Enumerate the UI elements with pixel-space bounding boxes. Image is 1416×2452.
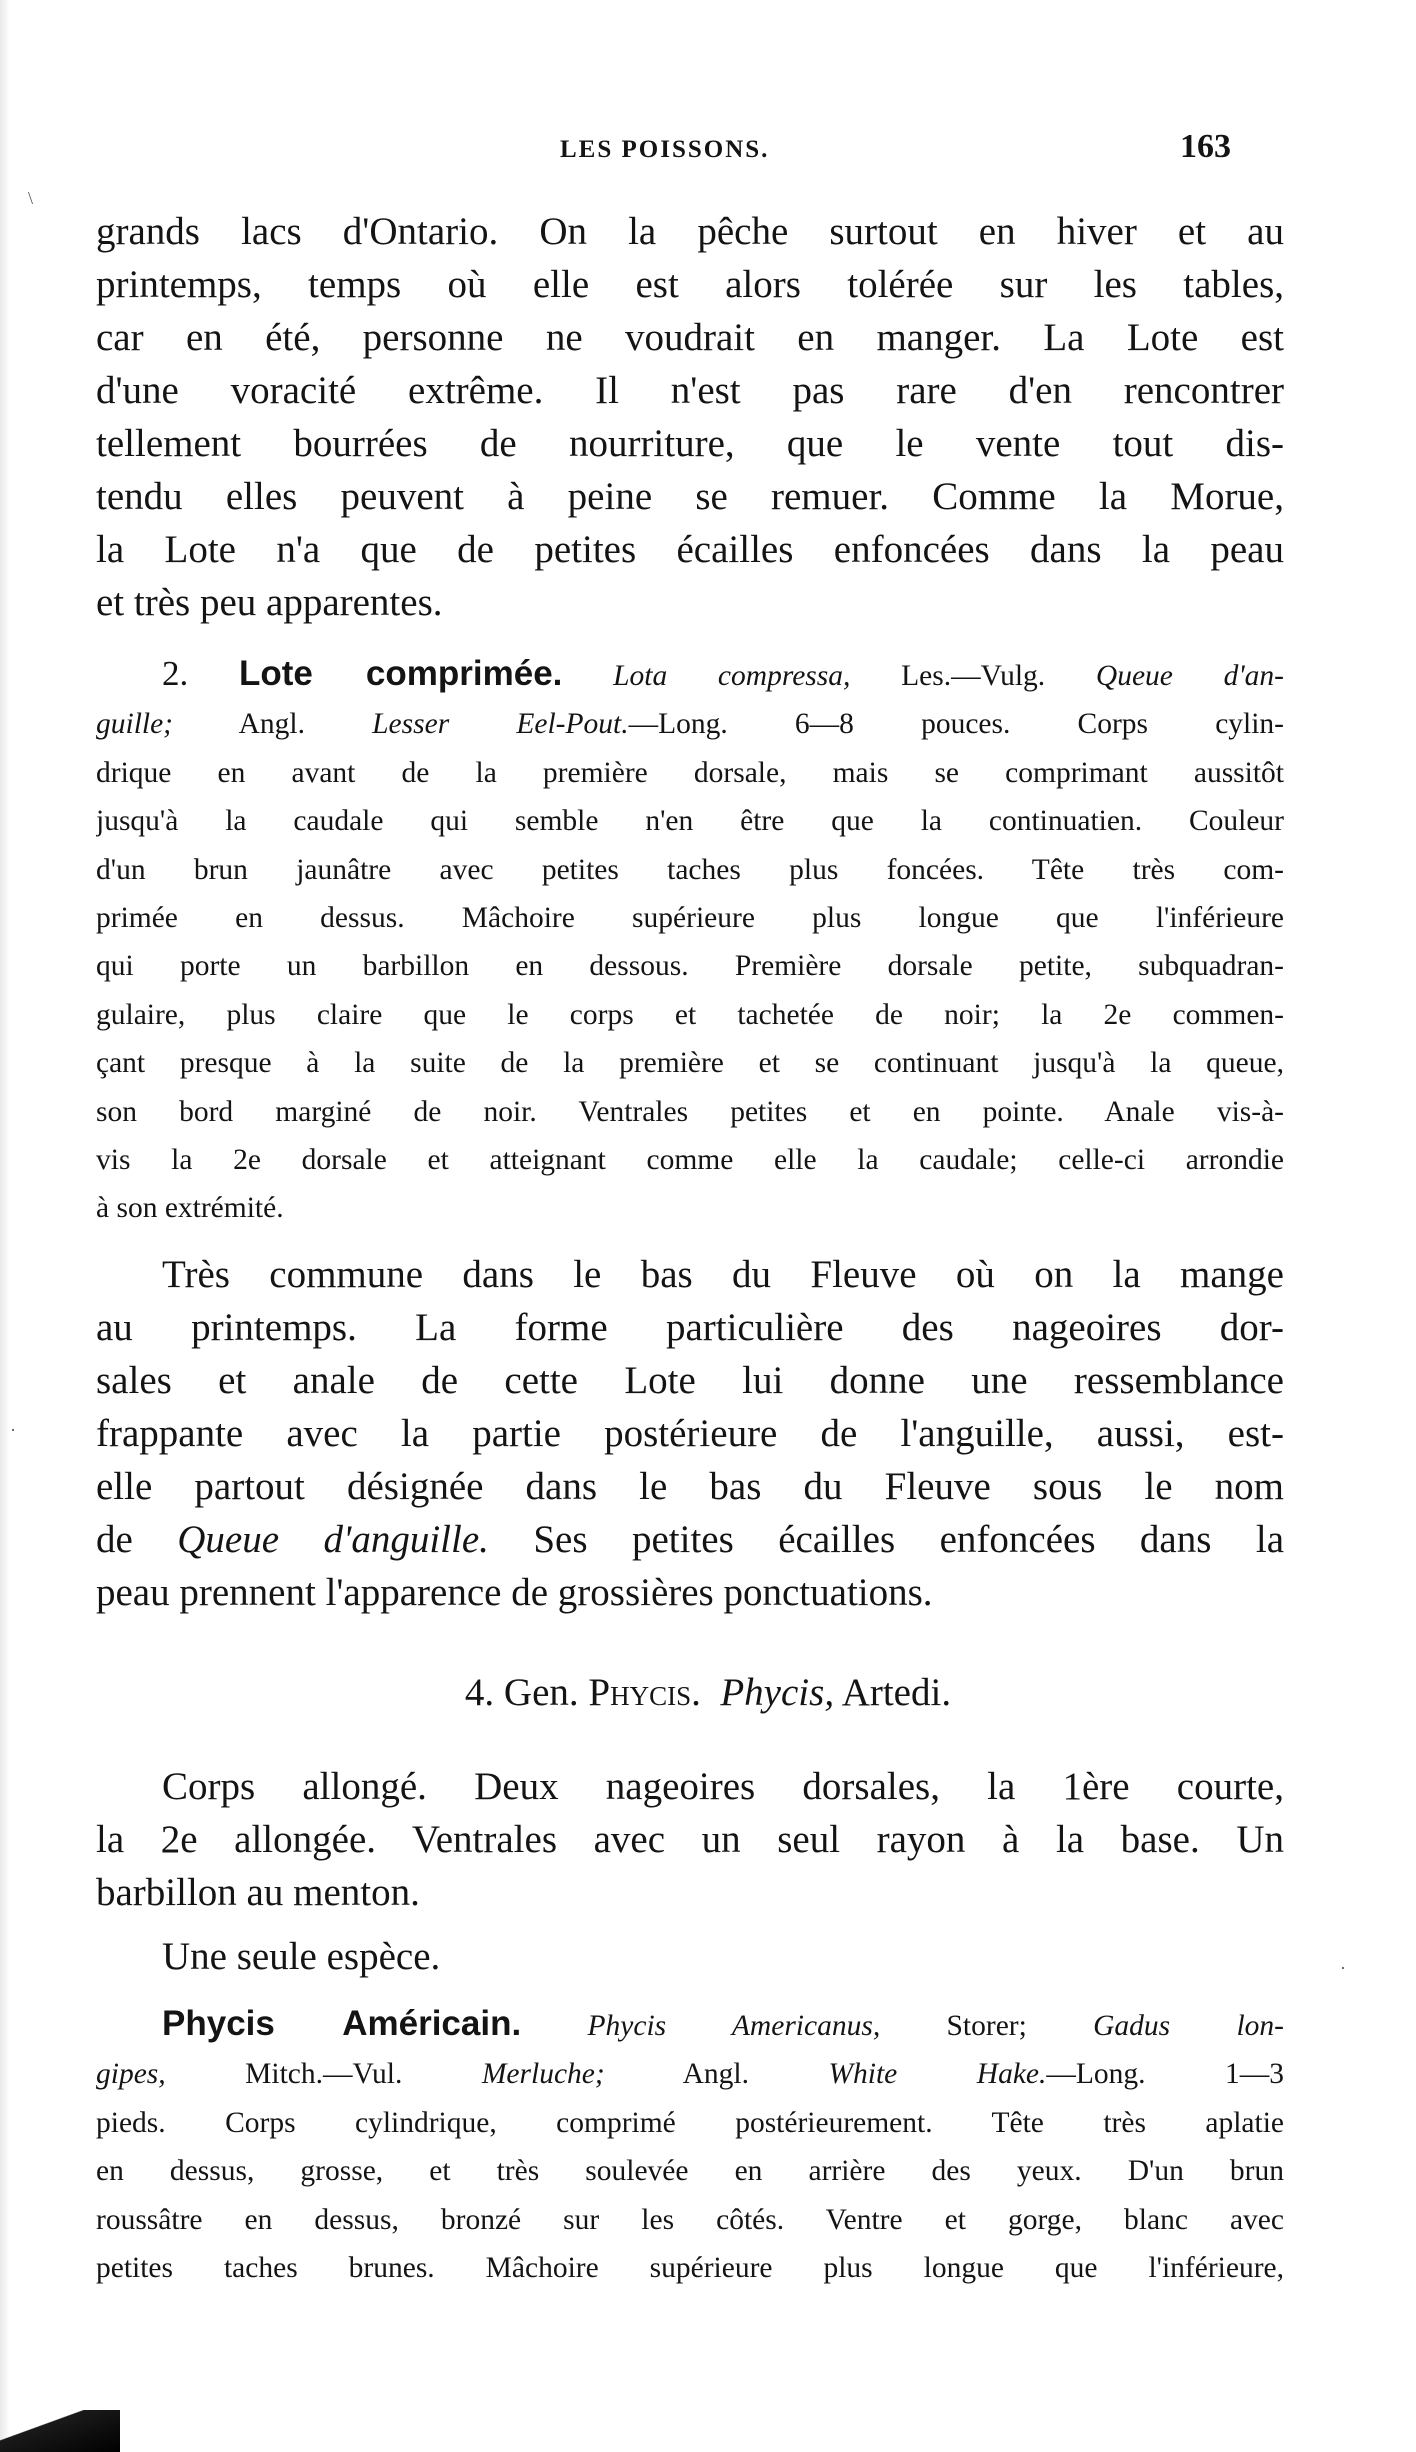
italic-name: Queue d'anguille. bbox=[177, 1518, 489, 1561]
text-line: sales et anale de cette Lote lui donne une ressemblance bbox=[96, 1359, 1284, 1402]
text-line: Une seule espèce. bbox=[162, 1935, 441, 1978]
text-line: peau prennent l'apparence de grossières ponctuations. bbox=[96, 1571, 933, 1614]
species-count bbox=[96, 1930, 1284, 1983]
text-line bbox=[96, 2050, 1284, 2098]
genus-name: Phycis. bbox=[588, 1671, 701, 1714]
angl-label: Angl. bbox=[682, 2058, 749, 2091]
text-line: petites taches brunes. Mâchoire supérieure plus longue que l'inférieure, bbox=[96, 2252, 1284, 2285]
genus-author: Artedi. bbox=[841, 1671, 952, 1714]
genus-latin: Phycis, bbox=[720, 1671, 835, 1714]
page-corner-shadow bbox=[0, 2410, 120, 2452]
text-line: grands lacs d'Ontario. On la pêche surtout en hiver et au bbox=[96, 210, 1284, 253]
text-line: la Lote n'a que de petites écailles enfoncées dans la peau bbox=[96, 528, 1284, 571]
text-line: gulaire, plus claire que le corps et tachetée de noir; la 2e commen- bbox=[96, 998, 1284, 1031]
text-fragment: Ses petites écailles enfoncées dans la bbox=[533, 1518, 1284, 1561]
text-fragment: de bbox=[96, 1518, 133, 1561]
text-line: vis la 2e dorsale et atteignant comme elle la caudale; celle-ci arrondie bbox=[96, 1144, 1284, 1177]
text-line bbox=[96, 1513, 1284, 1566]
running-head bbox=[0, 128, 1416, 178]
text-line: d'une voracité extrême. Il n'est pas rare d'en rencontrer bbox=[96, 369, 1284, 412]
text-line: printemps, temps où elle est alors tolérée sur les tables, bbox=[96, 263, 1284, 306]
text-line: tellement bourrées de nourriture, que le vente tout dis- bbox=[96, 422, 1284, 465]
synonym: gipes, bbox=[96, 2058, 166, 2091]
vulgar-name: Queue d'an- bbox=[1095, 660, 1284, 692]
text-line: qui porte un barbillon en dessous. Première dorsale petite, subquadran- bbox=[96, 950, 1284, 983]
length-text: —Long. 6—8 pouces. Corps cylin- bbox=[628, 708, 1284, 741]
text-line: d'un brun jaunâtre avec petites taches plus foncées. Tête très com- bbox=[96, 853, 1284, 886]
length-text: —Long. 1—3 bbox=[1046, 2058, 1284, 2091]
species-entry-phycis bbox=[96, 2000, 1284, 2292]
page-number: 163 bbox=[1180, 128, 1231, 165]
synonym: Gadus lon- bbox=[1093, 2010, 1284, 2042]
page-edge-shadow bbox=[0, 0, 10, 2452]
mitch-vul: Mitch.—Vul. bbox=[245, 2058, 403, 2091]
text-line: son bord marginé de noir. Ventrales petites et en pointe. Anale vis-à- bbox=[96, 1095, 1284, 1128]
scientific-name: Phycis Americanus, bbox=[587, 2010, 881, 2042]
english-name: White Hake. bbox=[828, 2058, 1047, 2091]
text-line: jusqu'à la caudale qui semble n'en être que la continuatien. Couleur bbox=[96, 805, 1284, 838]
paragraph-habitat bbox=[96, 1248, 1284, 1619]
genus-heading bbox=[0, 1670, 1416, 1715]
text-line: car en été, personne ne voudrait en manger. La Lote est bbox=[96, 316, 1284, 359]
species-heading-line bbox=[96, 2000, 1284, 2050]
species-name: Phycis Américain. bbox=[162, 2004, 522, 2043]
margin-mark: · bbox=[10, 1420, 16, 1440]
scientific-name: Lota compressa, bbox=[613, 660, 851, 692]
text-line: roussâtre en dessus, bronzé sur les côtés. Ventre et gorge, blanc avec bbox=[96, 2203, 1284, 2236]
text-line: primée en dessus. Mâchoire supérieure plus longue que l'inférieure bbox=[96, 902, 1284, 935]
text-line bbox=[96, 700, 1284, 748]
english-name: Lesser Eel-Pout. bbox=[372, 708, 629, 741]
species-heading-line bbox=[96, 650, 1284, 700]
text-line: frappante avec la partie postérieure de l'anguille, aussi, est- bbox=[96, 1412, 1284, 1455]
species-name: Lote comprimée. bbox=[238, 654, 563, 693]
genus-prefix: 4. Gen. bbox=[464, 1671, 579, 1714]
vulgar-name: Merluche; bbox=[481, 2058, 605, 2091]
text-line: la 2e allongée. Ventrales avec un seul rayon à la base. Un bbox=[96, 1818, 1284, 1861]
text-line: au printemps. La forme particulière des nageoires dor- bbox=[96, 1306, 1284, 1349]
angl-label: Angl. bbox=[238, 708, 305, 741]
author: Storer; bbox=[946, 2010, 1027, 2042]
vulgar-name: guille; bbox=[96, 708, 174, 741]
text-line: pieds. Corps cylindrique, comprimé postérieurement. Tête très aplatie bbox=[96, 2106, 1284, 2139]
margin-mark: · bbox=[1340, 1958, 1346, 1978]
text-line: elle partout désignée dans le bas du Fleuve sous le nom bbox=[96, 1465, 1284, 1508]
text-line: tendu elles peuvent à peine se remuer. Comme la Morue, bbox=[96, 475, 1284, 518]
text-line: en dessus, grosse, et très soulevée en arrière des yeux. D'un brun bbox=[96, 2155, 1284, 2188]
paragraph-continuation bbox=[96, 205, 1284, 629]
text-line: çant presque à la suite de la première et se continuant jusqu'à la queue, bbox=[96, 1047, 1284, 1080]
genus-description bbox=[96, 1760, 1284, 1919]
running-title: LES POISSONS. bbox=[560, 136, 770, 163]
species-number: 2. bbox=[162, 654, 189, 693]
species-entry-lote-comprimee bbox=[96, 650, 1284, 1233]
text-line: Très commune dans le bas du Fleuve où on la mange bbox=[162, 1253, 1284, 1296]
author-vulgar: Les.—Vulg. bbox=[901, 660, 1046, 692]
text-line: drique en avant de la première dorsale, mais se comprimant aussitôt bbox=[96, 756, 1284, 789]
text-line: et très peu apparentes. bbox=[96, 581, 443, 624]
margin-mark: \ bbox=[28, 188, 34, 208]
text-line: Corps allongé. Deux nageoires dorsales, la 1ère courte, bbox=[162, 1765, 1284, 1808]
text-line: à son extrémité. bbox=[96, 1192, 284, 1225]
text-line: barbillon au menton. bbox=[96, 1871, 420, 1914]
